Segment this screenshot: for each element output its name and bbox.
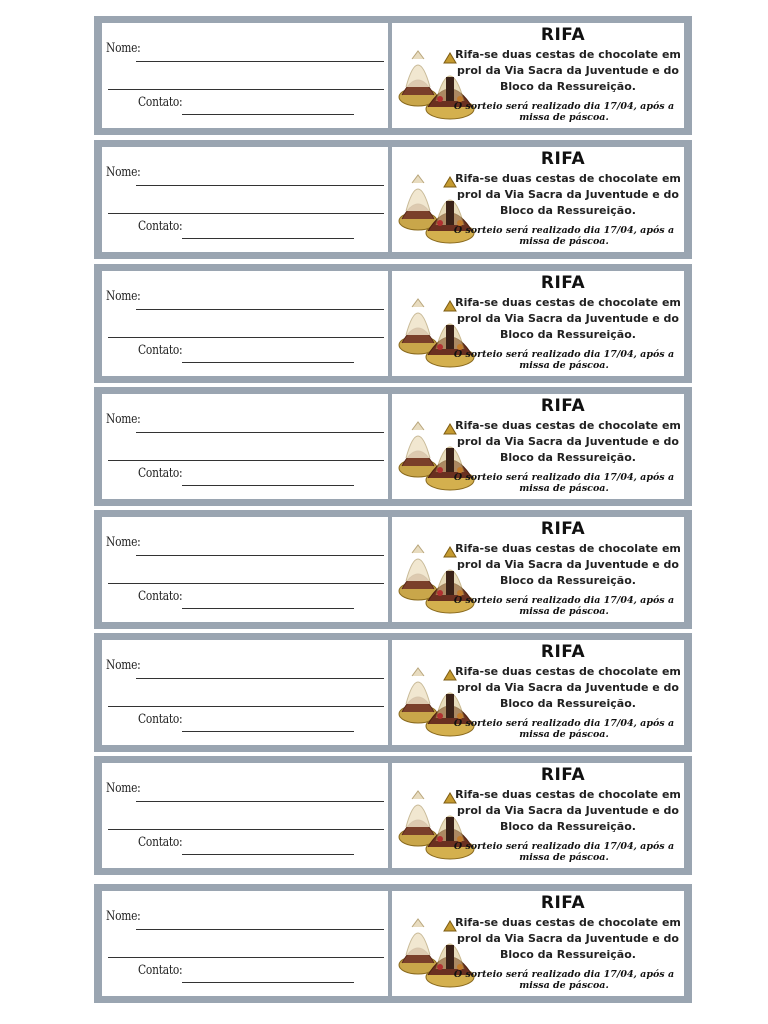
ticket-title: RIFA bbox=[540, 519, 586, 539]
name-label: Nome: bbox=[106, 535, 141, 550]
name-line[interactable] bbox=[136, 555, 384, 556]
ticket-title: RIFA bbox=[540, 642, 586, 662]
contact-label: Contato: bbox=[138, 589, 183, 604]
contact-label: Contato: bbox=[138, 835, 183, 850]
ticket-note: O sorteio será realizado dia 17/04, após a missa de páscoa. bbox=[453, 841, 675, 863]
contact-label: Contato: bbox=[138, 219, 183, 234]
contact-label: Contato: bbox=[138, 343, 183, 358]
ticket-body bbox=[392, 517, 684, 622]
raffle-ticket bbox=[94, 264, 692, 383]
ticket-note: O sorteio será realizado dia 17/04, após a missa de páscoa. bbox=[453, 225, 675, 247]
name-line[interactable] bbox=[136, 432, 384, 433]
ticket-description: Rifa-se duas cestas de chocolate em prol da Via Sacra da Juventude e do Bloco da Ressureição. bbox=[455, 48, 681, 93]
raffle-ticket bbox=[94, 884, 692, 1003]
contact-line[interactable] bbox=[182, 485, 354, 486]
ticket-note: O sorteio será realizado dia 17/04, após a missa de páscoa. bbox=[453, 349, 675, 371]
ticket-stub bbox=[102, 271, 388, 376]
name-line-2[interactable] bbox=[108, 583, 384, 584]
ticket-body bbox=[392, 763, 684, 868]
name-line[interactable] bbox=[136, 678, 384, 679]
ticket-stub bbox=[102, 763, 388, 868]
name-label: Nome: bbox=[106, 412, 141, 427]
name-line[interactable] bbox=[136, 309, 384, 310]
ticket-body bbox=[392, 23, 684, 128]
ticket-stub bbox=[102, 891, 388, 996]
contact-line[interactable] bbox=[182, 114, 354, 115]
name-line[interactable] bbox=[136, 61, 384, 62]
ticket-description: Rifa-se duas cestas de chocolate em prol da Via Sacra da Juventude e do Bloco da Ressureição. bbox=[455, 419, 681, 464]
contact-line[interactable] bbox=[182, 608, 354, 609]
ticket-body bbox=[392, 640, 684, 745]
ticket-note: O sorteio será realizado dia 17/04, após a missa de páscoa. bbox=[453, 101, 675, 123]
ticket-stub bbox=[102, 640, 388, 745]
name-line[interactable] bbox=[136, 929, 384, 930]
ticket-stub bbox=[102, 23, 388, 128]
ticket-description: Rifa-se duas cestas de chocolate em prol da Via Sacra da Juventude e do Bloco da Ressureição. bbox=[455, 788, 681, 833]
ticket-body bbox=[392, 394, 684, 499]
name-label: Nome: bbox=[106, 41, 141, 56]
contact-line[interactable] bbox=[182, 731, 354, 732]
name-label: Nome: bbox=[106, 909, 141, 924]
contact-label: Contato: bbox=[138, 466, 183, 481]
ticket-title: RIFA bbox=[540, 273, 586, 293]
raffle-ticket bbox=[94, 387, 692, 506]
contact-line[interactable] bbox=[182, 982, 354, 983]
raffle-ticket bbox=[94, 16, 692, 135]
name-label: Nome: bbox=[106, 781, 141, 796]
name-line-2[interactable] bbox=[108, 706, 384, 707]
ticket-body bbox=[392, 891, 684, 996]
ticket-description: Rifa-se duas cestas de chocolate em prol da Via Sacra da Juventude e do Bloco da Ressureição. bbox=[455, 296, 681, 341]
contact-line[interactable] bbox=[182, 238, 354, 239]
name-label: Nome: bbox=[106, 658, 141, 673]
name-label: Nome: bbox=[106, 289, 141, 304]
ticket-note: O sorteio será realizado dia 17/04, após a missa de páscoa. bbox=[453, 595, 675, 617]
ticket-body bbox=[392, 147, 684, 252]
ticket-stub bbox=[102, 147, 388, 252]
name-line[interactable] bbox=[136, 185, 384, 186]
raffle-ticket bbox=[94, 140, 692, 259]
ticket-description: Rifa-se duas cestas de chocolate em prol da Via Sacra da Juventude e do Bloco da Ressureição. bbox=[455, 172, 681, 217]
name-line[interactable] bbox=[136, 801, 384, 802]
name-line-2[interactable] bbox=[108, 460, 384, 461]
name-line-2[interactable] bbox=[108, 213, 384, 214]
ticket-description: Rifa-se duas cestas de chocolate em prol da Via Sacra da Juventude e do Bloco da Ressureição. bbox=[455, 665, 681, 710]
raffle-ticket bbox=[94, 756, 692, 875]
name-line-2[interactable] bbox=[108, 829, 384, 830]
ticket-title: RIFA bbox=[540, 25, 586, 45]
ticket-title: RIFA bbox=[540, 893, 586, 913]
ticket-title: RIFA bbox=[540, 149, 586, 169]
ticket-description: Rifa-se duas cestas de chocolate em prol da Via Sacra da Juventude e do Bloco da Ressureição. bbox=[455, 542, 681, 587]
contact-label: Contato: bbox=[138, 712, 183, 727]
ticket-title: RIFA bbox=[540, 396, 586, 416]
contact-label: Contato: bbox=[138, 95, 183, 110]
ticket-description: Rifa-se duas cestas de chocolate em prol da Via Sacra da Juventude e do Bloco da Ressureição. bbox=[455, 916, 681, 961]
ticket-title: RIFA bbox=[540, 765, 586, 785]
name-line-2[interactable] bbox=[108, 89, 384, 90]
raffle-ticket bbox=[94, 633, 692, 752]
ticket-stub bbox=[102, 517, 388, 622]
ticket-stub bbox=[102, 394, 388, 499]
contact-label: Contato: bbox=[138, 963, 183, 978]
name-line-2[interactable] bbox=[108, 957, 384, 958]
name-line-2[interactable] bbox=[108, 337, 384, 338]
ticket-note: O sorteio será realizado dia 17/04, após a missa de páscoa. bbox=[453, 969, 675, 991]
raffle-ticket bbox=[94, 510, 692, 629]
contact-line[interactable] bbox=[182, 854, 354, 855]
name-label: Nome: bbox=[106, 165, 141, 180]
ticket-note: O sorteio será realizado dia 17/04, após a missa de páscoa. bbox=[453, 718, 675, 740]
ticket-body bbox=[392, 271, 684, 376]
contact-line[interactable] bbox=[182, 362, 354, 363]
ticket-note: O sorteio será realizado dia 17/04, após a missa de páscoa. bbox=[453, 472, 675, 494]
